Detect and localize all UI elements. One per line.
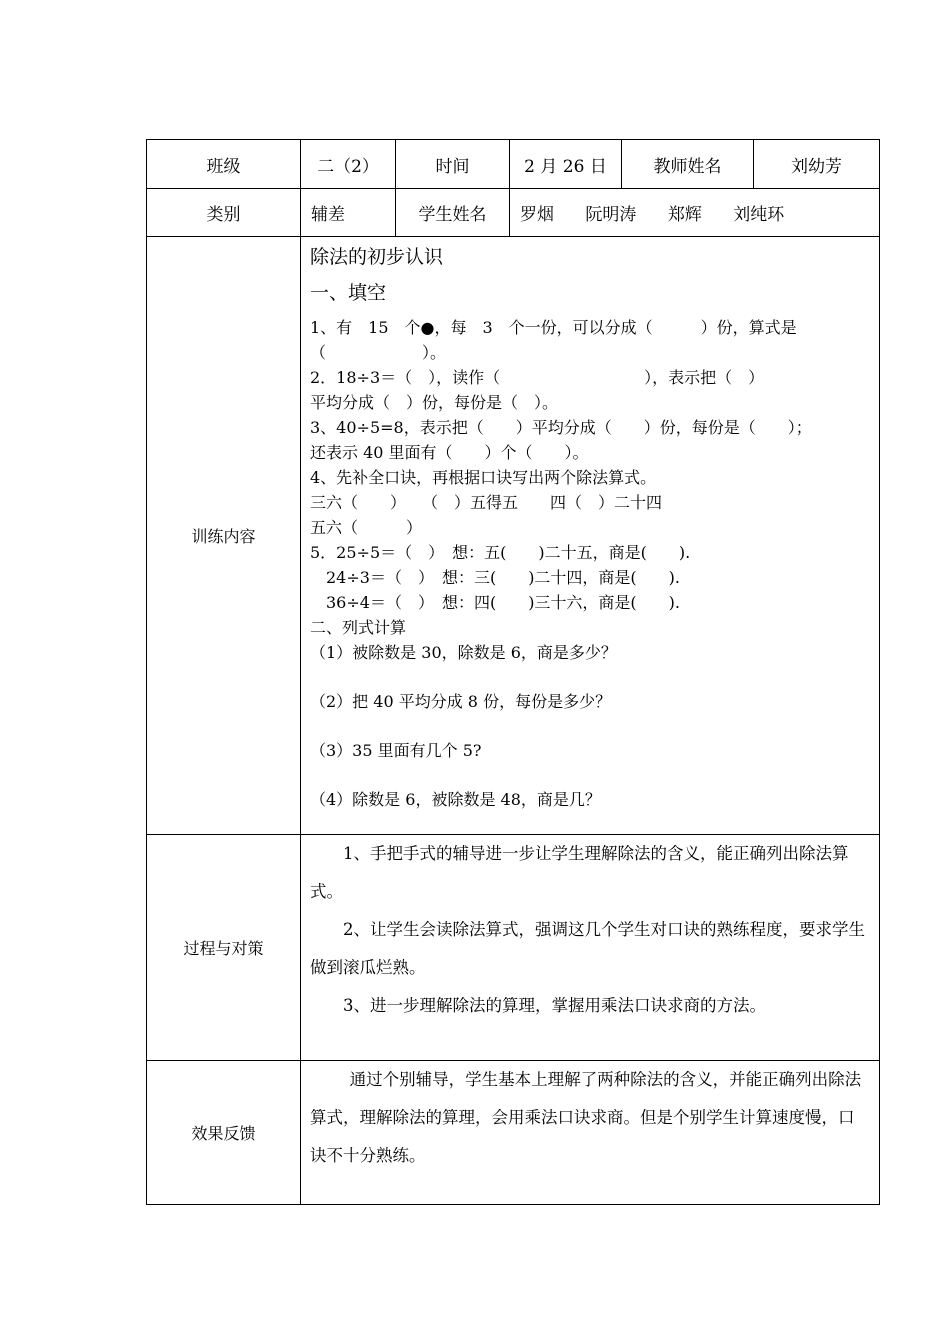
process-row: [147, 835, 880, 1061]
training-label: 训练内容: [147, 237, 301, 835]
question-line: （1）被除数是 30，除数是 6，商是多少？: [310, 643, 617, 662]
tutoring-record-table: [146, 139, 880, 1205]
feedback-row: [147, 1061, 880, 1205]
teacher-value: 刘幼芳: [754, 140, 880, 189]
category-label: 类别: [147, 189, 301, 237]
exercise-line: 5．25÷5＝（ ） 想：五( )二十五，商是( ).: [310, 543, 691, 562]
students-label: 学生姓名: [396, 189, 510, 237]
exercise-line: 4、先补全口诀，再根据口诀写出两个除法算式。: [310, 468, 657, 487]
time-value: 2 月 26 日: [510, 140, 622, 189]
header-row-1: [147, 140, 880, 189]
class-label: 班级: [147, 140, 301, 189]
exercise-line: 36÷4＝（ ） 想：四( )三十六，商是( ).: [310, 593, 681, 612]
exercise-line: 五六（ ）: [310, 518, 423, 537]
process-paragraph: 3、进一步理解除法的算理，掌握用乘法口诀求商的方法。: [343, 996, 766, 1015]
student-name: 阮明涛: [585, 205, 637, 225]
question-line: （4）除数是 6，被除数是 48，商是几？: [310, 790, 601, 809]
student-name: 刘纯环: [733, 205, 785, 225]
category-value: 辅差: [301, 189, 396, 237]
feedback-paragraph: 通过个别辅导，学生基本上理解了两种除法的含义，并能正确列出除法算式，理解除法的算理，会用乘法口诀求商。但是个别学生计算速度慢，口诀不十分熟练。: [310, 1070, 862, 1165]
question-line: （3）35 里面有几个 5?: [310, 741, 482, 760]
teacher-label: 教师姓名: [622, 140, 754, 189]
process-label: 过程与对策: [147, 835, 301, 1061]
header-row-2: [147, 189, 880, 237]
exercise-line: 1、有 15 个●，每 3 个一份，可以分成（ ）份，算式是: [310, 318, 797, 337]
exercise-line: 2．18÷3＝（ ），读作（ ），表示把（ ）: [310, 368, 765, 387]
exercise-line: 还表示 40 里面有（ ）个（ ）。: [310, 443, 589, 462]
class-value: 二（2）: [301, 140, 396, 189]
exercise-line: 三六（ ） （ ）五得五 四（ ）二十四: [310, 493, 663, 512]
process-content: [301, 835, 880, 1061]
students-list: [510, 189, 880, 237]
question-line: （2）把 40 平均分成 8 份，每份是多少？: [310, 692, 612, 711]
training-content: [301, 237, 880, 835]
training-title: 除法的初步认识: [310, 246, 444, 268]
section-calculation-heading: 二、列式计算: [310, 618, 407, 637]
feedback-label: 效果反馈: [147, 1061, 301, 1205]
exercise-line: 平均分成（ ）份，每份是（ ）。: [310, 393, 559, 412]
exercise-line: 24÷3＝（ ） 想：三( )二十四，商是( ).: [310, 568, 681, 587]
student-name: 罗烟: [520, 205, 554, 225]
section-fill-blank-heading: 一、填空: [310, 282, 387, 304]
time-label: 时间: [396, 140, 510, 189]
process-paragraph: 1、手把手式的辅导进一步让学生理解除法的含义，能正确列出除法算式。: [310, 844, 849, 901]
training-row: [147, 237, 880, 835]
exercise-line: （ ）。: [310, 343, 447, 362]
process-paragraph: 2、让学生会读除法算式，强调这几个学生对口诀的熟练程度，要求学生做到滚瓜烂熟。: [310, 920, 865, 977]
exercise-line: 3、40÷5=8，表示把（ ）平均分成（ ）份，每份是（ ）；: [310, 418, 812, 437]
feedback-content: [301, 1061, 880, 1205]
student-name: 郑辉: [667, 205, 702, 225]
